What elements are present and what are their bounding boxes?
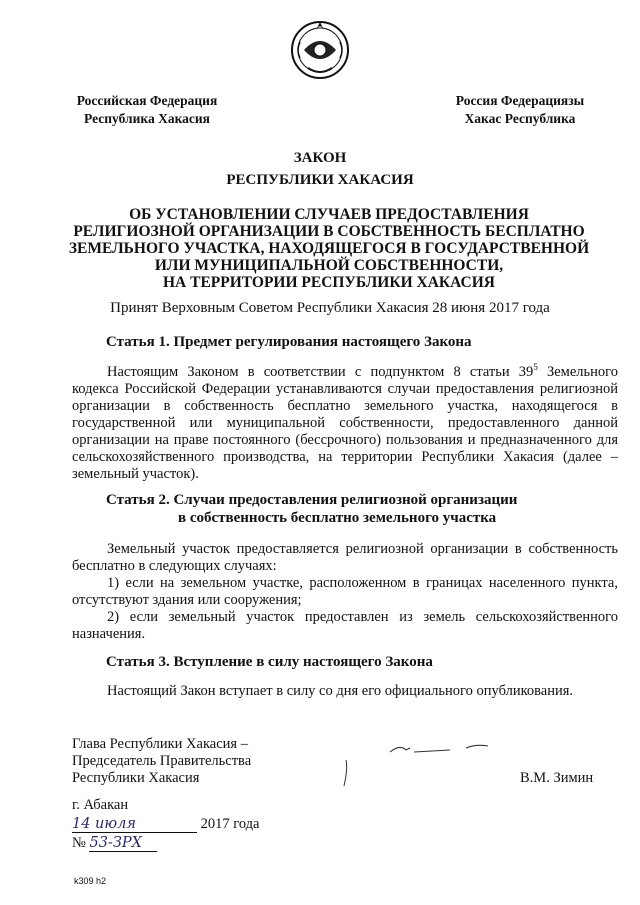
article3-text: Настоящий Закон вступает в силу со дня его официального опубликования.: [107, 683, 574, 699]
law-title-line: РЕЛИГИОЗНОЙ ОРГАНИЗАЦИИ В СОБСТВЕННОСТЬ БЕСПЛАТНО: [73, 223, 585, 240]
law-title-line: НА ТЕРРИТОРИИ РЕСПУБЛИКИ ХАКАСИЯ: [162, 274, 495, 291]
header-right-line1: Россия Федерациязы: [455, 93, 585, 108]
header-right-line2: Хакас Республика: [464, 111, 576, 126]
article3-heading: Статья 3. Вступление в силу настоящего Закона: [106, 654, 433, 670]
signatory-position-line2: Председатель Правительства: [72, 753, 252, 769]
signatory-position-line1: Глава Республики Хакасия –: [72, 736, 248, 752]
article2-item-2: 2) если земельный участок предоставлен из земель сельскохозяйственного назначения.: [72, 609, 618, 642]
coat-of-arms-emblem: [290, 18, 350, 82]
article1-superscript: 5: [533, 362, 538, 373]
signatory-position: [72, 736, 292, 787]
law-title-line: ИЛИ МУНИЦИПАЛЬНОЙ СОБСТВЕННОСТИ,: [154, 257, 504, 274]
article1-text-end: Земельного кодекса Российской Федерации устанавливаются случаи предоставления религиозной организации в собственность бесплатно земельного участка, находящегося в государственной или муниципальной собственности, предоставленного данной организации на праве постоянного (бессрочного) пользования и предназначенного для сельскохозяйственного производства, на территории Республики Хакасия (далее – земельный участок).: [72, 364, 618, 482]
article2-item-1: 1) если на земельном участке, расположенном в границах населенного пункта, отсутствуют здания или сооружения;: [72, 575, 618, 608]
law-title-line: ОБ УСТАНОВЛЕНИИ СЛУЧАЕВ ПРЕДОСТАВЛЕНИЯ: [129, 206, 529, 223]
article1-body: [72, 364, 618, 483]
header-left: [62, 92, 232, 128]
law-word: ЗАКОН: [293, 150, 347, 166]
city: г. Абакан: [72, 797, 129, 813]
document-code: k309 h2: [74, 876, 107, 886]
article2-intro: Земельный участок предоставляется религиозной организации в собственность бесплатно в следующих случаях:: [72, 541, 618, 574]
signatory-position-line3: Республики Хакасия: [72, 770, 200, 786]
number-handwritten: 53-ЗРХ: [89, 835, 157, 852]
article2-heading-line1: Статья 2. Случаи предоставления религиозной организации: [106, 492, 518, 508]
law-title: [60, 206, 598, 291]
law-title-line: ЗЕМЕЛЬНОГО УЧАСТКА, НАХОДЯЩЕГОСЯ В ГОСУДАРСТВЕННОЙ: [68, 240, 590, 257]
handwritten-signature: [340, 738, 500, 788]
date-year: 2017 года: [200, 816, 260, 832]
header-left-line1: Российская Федерация: [76, 93, 218, 108]
adopted-statement: Принят Верховным Советом Республики Хакасия 28 июня 2017 года: [110, 300, 550, 316]
law-republic: РЕСПУБЛИКИ ХАКАСИЯ: [226, 172, 414, 188]
date-handwritten: 14 июля: [72, 816, 197, 833]
number-prefix: №: [72, 835, 86, 851]
signatory-name: В.М. Зимин: [520, 770, 594, 786]
header-left-line2: Республика Хакасия: [84, 111, 210, 126]
number-line: [72, 835, 157, 852]
header-right: [434, 92, 606, 128]
article1-text-start: Настоящим Законом в соответствии с подпунктом 8 статьи 39: [107, 364, 534, 380]
article2-heading-line2: в собственность бесплатно земельного участка: [178, 510, 497, 526]
article2-body: [72, 541, 618, 643]
date-line: [72, 816, 259, 833]
article1-heading: Статья 1. Предмет регулирования настоящего Закона: [106, 334, 472, 350]
article3-body: [72, 683, 618, 700]
article1-paragraph: [72, 364, 618, 483]
